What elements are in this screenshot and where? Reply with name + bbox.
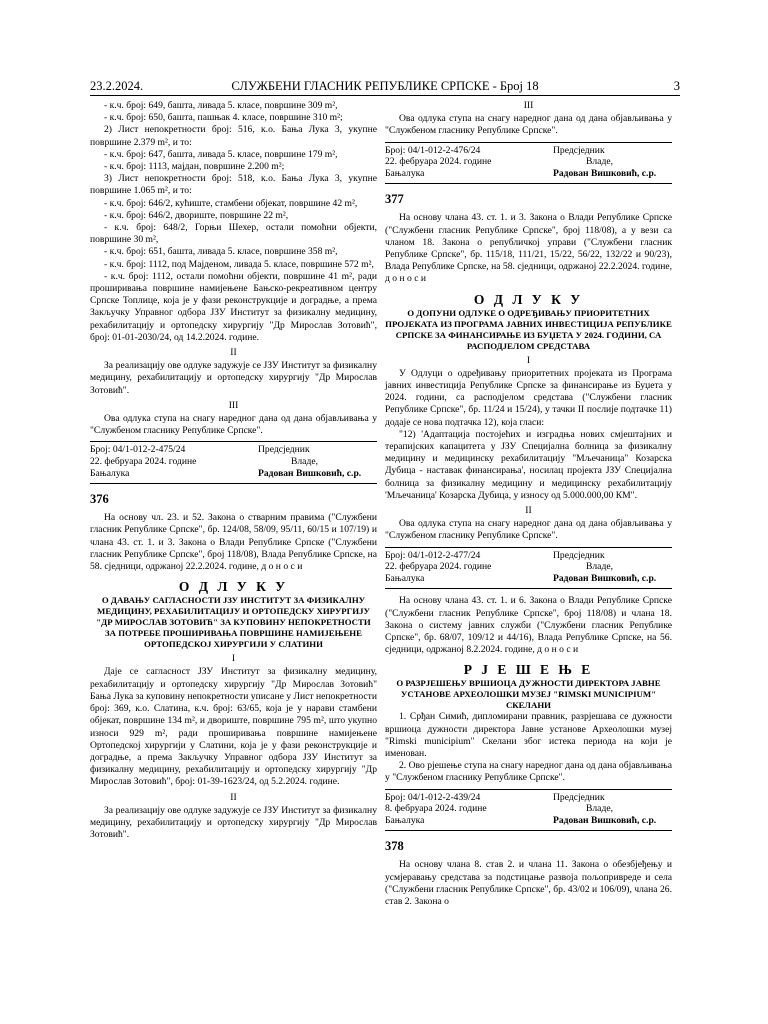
- doc-number: Број: 04/1-012-2-439/24: [385, 791, 481, 803]
- act-type-title: Р Ј Е Ш Е Њ Е: [463, 662, 594, 678]
- left-column: [90, 100, 377, 841]
- signature-block: [385, 142, 672, 180]
- doc-number: Број: 04/1-012-2-476/24: [385, 144, 481, 156]
- signatory-body: Владе,: [586, 561, 613, 573]
- paragraph: На основу члана 8. став 2. и члана 11. Закона о обезбјеђењу и усмјеравању средстава за подстицање развоја пољопривреде и села ("Службени гласник Републике Српске", бр. 43/02 и 106/09), члана 26. став 2. Закона о: [385, 859, 672, 908]
- doc-city: Бањалука: [385, 814, 425, 826]
- section-numeral: II: [230, 347, 237, 359]
- signatory-name: Радован Вишковић, с.р.: [258, 467, 362, 479]
- paragraph: 2) Лист непокретности број: 516, к.о. Бања Лука 3, укупне површине 2.379 m², и то:: [90, 124, 377, 148]
- doc-number: Број: 04/1-012-2-475/24: [90, 444, 186, 456]
- page-number: 3: [673, 79, 680, 93]
- separator: [90, 483, 377, 484]
- section-numeral: II: [525, 505, 532, 517]
- separator: [385, 183, 672, 184]
- section-numeral: II: [230, 791, 237, 803]
- doc-number: Број: 04/1-012-2-477/24: [385, 549, 481, 561]
- paragraph: За реализацију ове одлуке задужује се ЈЗУ Институт за физикалну медицину, рехабилитацију и ортопедску хирургију "Др Мирослав Зотовић".: [90, 360, 377, 396]
- doc-date: 8. фебруара 2024. године: [385, 803, 487, 815]
- list-item: - к.ч. број: 646/2, кућиште, стамбени објекат, површине 42 m²,: [104, 197, 358, 209]
- signature-block: [385, 789, 672, 827]
- paragraph: На основу чл. 23. и 52. Закона о стварним правима ("Службени гласник Републике Српске", бр. 124/08, 58/09, 95/11, 60/15 и 107/19) и члана 43. ст. 1. и 3. Закона о Влади Републике Српске ("Службени гласник Републике Српске", број 118/08), Влада Републике Српске, на 58. сједници, одржаној 22.2.2024. године, д о н о с и: [90, 512, 377, 573]
- doc-date: 22. фебруара 2024. године: [385, 156, 492, 168]
- act-number: 377: [385, 192, 404, 207]
- signatory-title: Предсједник: [553, 549, 605, 561]
- paragraph: - к.ч. број: 1112, остали помоћни објекти, површине 41 m², ради проширивања површине намијењене Бањско-рекреативном центру Српске Топлице, која је у фази реконструкције и доградње, а према Закључку Управног одбора ЈЗУ Институт за физикалну медицину, рехабилитацију и ортопедску хирургију "Др Мирослав Зотовић", број: 01-01-2030/24, од 14.2.2024. године.: [90, 270, 377, 343]
- right-column: [385, 100, 672, 908]
- section-numeral: I: [526, 354, 531, 366]
- list-item: - к.ч. број: 1113, мајдан, површине 2.200 m²;: [104, 161, 285, 173]
- signatory-title: Предсједник: [553, 144, 605, 156]
- signature-block: [90, 441, 377, 479]
- separator: [385, 588, 672, 589]
- doc-city: Бањалука: [385, 167, 425, 179]
- header-rule: [90, 95, 680, 96]
- paragraph: Ова одлука ступа на снагу наредног дана од дана објављивања у "Службеном гласнику Републике Српске".: [90, 413, 377, 437]
- signatory-name: Радован Вишковић, с.р.: [553, 167, 657, 179]
- paragraph: На основу члана 43. ст. 1. и 3. Закона о Влади Републике Српске ("Службени гласник Републике Српске", број 118/08), а у вези са чланом 18. Закона о републичкој управи ("Службени гласник Републике Српске", бр. 115/18, 111/21, 15/22, 56/22, 132/22 и 90/23), Влада Републике Српске, на 58. сједници, одржаној 22.2.2024. године, д о н о с и: [385, 212, 672, 285]
- act-heading: О РАЗРЈЕШЕЊУ ВРШИОЦА ДУЖНОСТИ ДИРЕКТОРА ЈАВНЕ УСТАНОВЕ АРХЕОЛОШКИ МУЗЕЈ "RIMSKI MUNICIPIUM" СКЕЛАНИ: [396, 678, 661, 711]
- signatory-name: Радован Вишковић, с.р.: [553, 814, 657, 826]
- signature-block: [385, 547, 672, 585]
- separator: [385, 830, 672, 831]
- paragraph: 2. Ово рјешење ступа на снагу наредног дана од дана објављивања у "Службеном гласнику Републике Српске".: [385, 760, 672, 784]
- paragraph: На основу члана 43. ст. 1. и 6. Закона о Влади Републике Српске ("Службени гласник Републике Српске", број 118/08) и члана 18. Закона о систему јавних служби ("Службени гласник Републике Српске", бр. 68/07, 109/12 и 44/16), Влада Републике Српске, на 56. сједници, одржаној 8.2.2024. године, д о н о с и: [385, 595, 672, 656]
- list-item: - к.ч. број: 648/2, Горњи Шехер, остали помоћни објекти, површине 30 m²,: [90, 222, 377, 246]
- signatory-body: Владе,: [586, 156, 613, 168]
- list-item: - к.ч. број: 646/2, двориште, површине 22 m²,: [104, 209, 289, 221]
- list-item: - к.ч. број: 651, башта, ливада 5. класе, површине 358 m²,: [104, 246, 338, 258]
- act-number: 376: [90, 492, 109, 507]
- doc-date: 22. фебруара 2024. године: [90, 456, 197, 468]
- list-item: - к.ч. број: 650, башта, пашњак 4. класе, површине 310 m²;: [104, 112, 343, 124]
- paragraph: У Одлуци о одређивању приоритетних пројеката из Програма јавних инвестиција Републике Српске за финансирање из Буџета у 2024. години, са расподјелом средстава ("Службени гласник Републике Српске", бр. 11/24 и 15/24), у тачки II послије подтачке 11) додаје се нова подтачка 12), која гласи:: [385, 367, 672, 428]
- act-type-title: О Д Л У К У: [473, 291, 584, 307]
- signatory-body: Владе,: [291, 456, 318, 468]
- signatory-name: Радован Вишковић, с.р.: [553, 572, 657, 584]
- act-heading: О ДОПУНИ ОДЛУКЕ О ОДРЕЂИВАЊУ ПРИОРИТЕТНИХ ПРОЈЕКАТА ИЗ ПРОГРАМА ЈАВНИХ ИНВЕСТИЦИЈА РЕПУБЛИКЕ СРПСКЕ ЗА ФИНАНСИРАЊЕ ИЗ БУЏЕТА У 2024. ГОДИНИ, СА РАСПОДЈЕЛОМ СРЕДСТАВА: [385, 307, 672, 351]
- doc-city: Бањалука: [385, 572, 425, 584]
- signatory-title: Предсједник: [258, 444, 310, 456]
- act-heading: О ДАВАЊУ САГЛАСНОСТИ ЈЗУ ИНСТИТУТ ЗА ФИЗИКАЛНУ МЕДИЦИНУ, РЕХАБИЛИТАЦИЈУ И ОРТОПЕДСКУ ХИРУРГИЈУ "ДР МИРОСЛАВ ЗОТОВИЋ" ЗА КУПОВИНУ НЕПОКРЕТНОСТИ ЗА ПОТРЕБЕ ПРОШИРИВАЊА ПОВРШИНЕ НАМИЈЕЊЕНЕ ОРТОПЕДСКОЈ ХИРУРГИЈИ У СЛАТИНИ: [96, 595, 371, 650]
- header-title: СЛУЖБЕНИ ГЛАСНИК РЕПУБЛИКЕ СРПСКЕ - Број 18: [231, 79, 539, 93]
- list-item: - к.ч. број: 649, башта, ливада 5. класе, површине 309 m²,: [104, 100, 338, 111]
- section-numeral: I: [231, 653, 236, 665]
- page-header: [90, 78, 680, 94]
- act-number: 378: [385, 839, 404, 854]
- section-numeral: III: [228, 399, 239, 411]
- signatory-body: Владе,: [586, 803, 613, 815]
- paragraph: "12) 'Адаптација постојећих и изградња нових смјештајних и терапијских капацитета у ЈЗУ Специјална болница за физикалну медицину и медицинску рехабилитацију "Мљечаница" Козарска Дубица - наставак финансирања', носилац пројекта ЈЗУ Специјална болница за физикалну медицину и медицинску рехабилитацију 'Мљечаница' Козарска Дубица, у износу од 5.000.000,00 КМ".: [385, 428, 672, 501]
- header-date: 23.2.2024.: [90, 79, 144, 93]
- paragraph: 1. Срђан Симић, дипломирани правник, разрјешава се дужности вршиоца дужности директора Јавне установе Археолошки музеј "Rimski municipium" Скелани због истека периода на који је именован.: [385, 711, 672, 760]
- paragraph: Даје се сагласност ЈЗУ Институт за физикалну медицину, рехабилитацију и ортопедску хирургију "Др Мирослав Зотовић" Бања Лука за куповину непокретности уписане у Лист непокретности број: 369, к.о. Слатина, к.ч. број: 63/65, која је у нарави стамбени објекат, површине 134 m², и двориште, површине 795 m², што укупно износи 929 m², ради проширивања површине намијењене Ортопедској хирургији у Слатини, која је у фази реконструкције и доградње, а према Закључку Управног одбора ЈЗУ Институт за физикалну медицину, рехабилитацију и ортопедску хирургију "Др Мирослав Зотовић", број: 01-39-1623/24, од 5.2.2024. године.: [90, 666, 377, 788]
- paragraph: Ова одлука ступа на снагу наредног дана од дана објављивања у "Службеном гласнику Републике Српске".: [385, 518, 672, 542]
- list-item: - к.ч. број: 647, башта, ливада 5. класе, површине 179 m²,: [104, 148, 338, 160]
- paragraph: Ова одлука ступа на снагу наредног дана од дана објављивања у "Службеном гласнику Републике Српске".: [385, 113, 672, 137]
- list-item: - к.ч. број: 1112, под Мајденом, ливада 5. класе, површине 572 m²,: [104, 258, 374, 270]
- act-type-title: О Д Л У К У: [178, 579, 289, 595]
- doc-date: 22. фебруара 2024. године: [385, 561, 492, 573]
- section-numeral: III: [523, 100, 534, 111]
- doc-city: Бањалука: [90, 467, 130, 479]
- paragraph: 3) Лист непокретности број: 518, к.о. Бања Лука 3, укупне површине 1.065 m², и то:: [90, 173, 377, 197]
- paragraph: За реализацију ове одлуке задужује се ЈЗУ Институт за физикалну медицину, рехабилитацију и ортопедску хирургију "Др Мирослав Зотовић".: [90, 804, 377, 841]
- signatory-title: Предсједник: [553, 791, 605, 803]
